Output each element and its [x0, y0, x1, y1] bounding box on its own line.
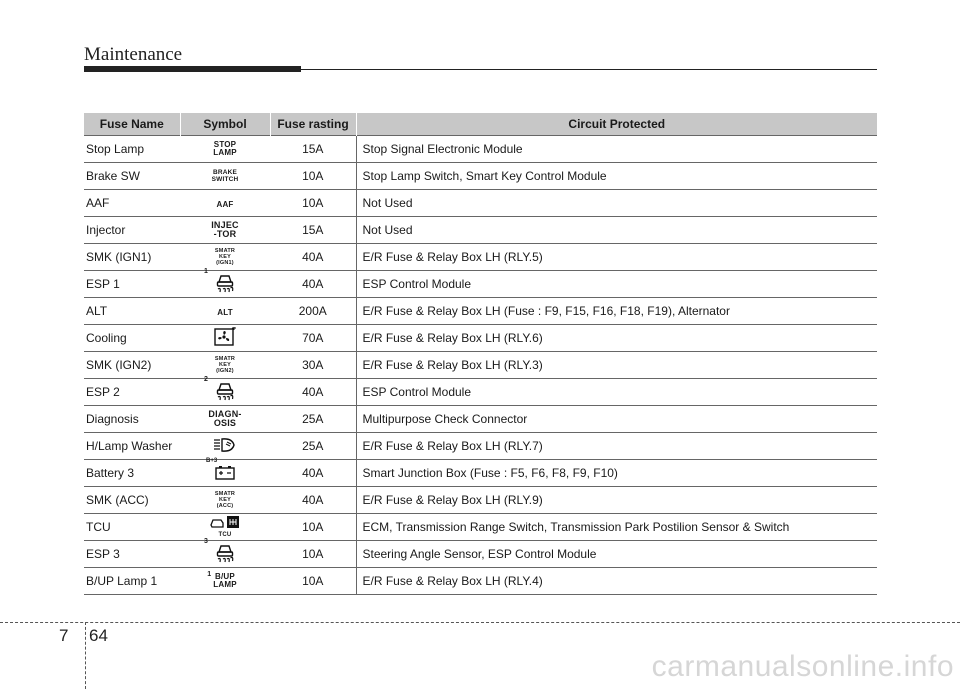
fuse-symbol-cell [180, 537, 270, 568]
symbol-label: STOP LAMP [213, 139, 237, 157]
column-header-fuse-rating: Fuse rasting [270, 113, 356, 136]
symbol-label: BRAKE SWITCH [211, 168, 239, 183]
circuit-protected-cell: Multipurpose Check Connector [356, 406, 877, 433]
fuse-symbol [208, 410, 241, 429]
fuse-name-cell: Injector [84, 217, 180, 244]
footer-rule [0, 622, 960, 623]
fuse-rating-cell: 15A [270, 217, 356, 244]
table-row [84, 325, 877, 352]
table-row [84, 514, 877, 541]
fuse-name-cell: Battery 3 [84, 460, 180, 487]
fuse-rating-cell: 10A [270, 541, 356, 568]
fuse-symbol-cell [180, 325, 270, 352]
headlamp-washer-icon [212, 436, 238, 457]
circuit-protected-cell: Not Used [356, 190, 877, 217]
fuse-symbol-cell [180, 352, 270, 379]
fuse-rating-cell: 25A [270, 406, 356, 433]
table-header-row [84, 113, 877, 136]
fuse-symbol [206, 457, 236, 483]
fuse-name-cell: ESP 3 [84, 541, 180, 568]
fuse-symbol [217, 304, 233, 318]
fuse-rating-cell: 40A [270, 460, 356, 487]
fuse-rating-cell: 40A [270, 487, 356, 514]
table-row [84, 190, 877, 217]
table-row [84, 433, 877, 460]
fuse-symbol-cell [180, 136, 270, 163]
fuse-rating-cell: 25A [270, 433, 356, 460]
table-row [84, 352, 877, 379]
fuse-name-cell: Brake SW [84, 163, 180, 190]
circuit-protected-cell: ESP Control Module [356, 271, 877, 298]
fuse-symbol [213, 327, 237, 350]
circuit-protected-cell: Steering Angle Sensor, ESP Control Module [356, 541, 877, 568]
fuse-name-cell: ALT [84, 298, 180, 325]
fuse-symbol [209, 515, 241, 539]
circuit-protected-cell: Stop Lamp Switch, Smart Key Control Module [356, 163, 877, 190]
symbol-number: 2 [204, 375, 208, 383]
fuse-name-cell: Diagnosis [84, 406, 180, 433]
circuit-protected-cell: E/R Fuse & Relay Box LH (RLY.5) [356, 244, 877, 271]
table-row [84, 271, 877, 298]
circuit-protected-cell: E/R Fuse & Relay Box LH (Fuse : F9, F15, F16, F18, F19), Alternator [356, 298, 877, 325]
fuse-symbol [213, 141, 236, 158]
column-header-symbol: Symbol [180, 113, 270, 136]
fuse-rating-cell: 10A [270, 190, 356, 217]
fuse-name-cell: TCU [84, 514, 180, 541]
transmission-icon [209, 515, 241, 532]
circuit-protected-cell: E/R Fuse & Relay Box LH (RLY.3) [356, 352, 877, 379]
symbol-number: 1 [204, 267, 208, 275]
circuit-protected-cell: ECM, Transmission Range Switch, Transmission Park Postilion Sensor & Switch [356, 514, 877, 541]
fuse-symbol [204, 375, 236, 404]
symbol-label: B/UP LAMP [213, 571, 237, 589]
fuse-symbol-cell [180, 457, 270, 487]
fuse-rating-cell: 70A [270, 325, 356, 352]
table-row [84, 568, 877, 595]
column-header-circuit-protected: Circuit Protected [356, 113, 877, 136]
fuse-name-cell: ESP 2 [84, 379, 180, 406]
fuse-symbol [207, 570, 237, 590]
symbol-label: SMATR KEY (IGN1) [214, 247, 236, 266]
fuse-name-cell: SMK (ACC) [84, 487, 180, 514]
fuse-symbol [211, 221, 239, 240]
column-header-fuse-name: Fuse Name [84, 113, 180, 136]
fuse-rating-cell: 30A [270, 352, 356, 379]
symbol-label: TCU [218, 532, 232, 538]
fuse-rating-cell: 10A [270, 163, 356, 190]
tcu-symbol [209, 515, 241, 538]
fuse-symbol-cell [180, 267, 270, 298]
fuse-symbol-cell [180, 568, 270, 595]
fuse-symbol-cell [180, 375, 270, 406]
fuse-rating-cell: 200A [270, 298, 356, 325]
fuse-symbol [212, 436, 238, 457]
battery-icon [214, 464, 236, 483]
chapter-number: 7 [59, 626, 69, 645]
fuse-name-cell: Cooling [84, 325, 180, 352]
table-row [84, 460, 877, 487]
fuse-name-cell: Stop Lamp [84, 136, 180, 163]
header-bar [84, 66, 301, 72]
table-row [84, 217, 877, 244]
symbol-label: ALT [217, 308, 233, 317]
fuse-symbol-cell [180, 298, 270, 325]
circuit-protected-cell: E/R Fuse & Relay Box LH (RLY.7) [356, 433, 877, 460]
page-title: Maintenance [84, 44, 183, 65]
table-row [84, 298, 877, 325]
table-row [84, 136, 877, 163]
fuse-rating-cell: 10A [270, 514, 356, 541]
fuse-symbol-cell [180, 217, 270, 244]
symbol-label: AAF [216, 200, 234, 209]
fuse-rating-cell: 40A [270, 244, 356, 271]
footer-divider [85, 622, 86, 689]
esp-skid-icon [214, 273, 236, 296]
symbol-number: 1 [207, 570, 212, 578]
header-rule [301, 69, 877, 70]
fuse-name-cell: H/Lamp Washer [84, 433, 180, 460]
fuse-symbol-cell [180, 244, 270, 271]
fuse-symbol-cell [180, 406, 270, 433]
fuse-symbol [204, 267, 236, 296]
circuit-protected-cell: Not Used [356, 217, 877, 244]
fuse-table-body [84, 136, 877, 595]
symbol-label: INJEC -TOR [211, 219, 239, 239]
fuse-symbol [216, 196, 233, 210]
symbol-label: SMATR KEY (IGN2) [214, 355, 236, 374]
circuit-protected-cell: E/R Fuse & Relay Box LH (RLY.4) [356, 568, 877, 595]
fuse-table [84, 113, 877, 595]
fuse-rating-cell: 10A [270, 568, 356, 595]
fuse-symbol-cell [180, 163, 270, 190]
fuse-name-cell: ESP 1 [84, 271, 180, 298]
table-row [84, 406, 877, 433]
fuse-symbol [215, 491, 235, 510]
symbol-label: B+3 [206, 457, 218, 464]
fuse-name-cell: AAF [84, 190, 180, 217]
page-number: 64 [89, 626, 108, 645]
fuse-symbol-cell [180, 514, 270, 541]
fuse-rating-cell: 15A [270, 136, 356, 163]
circuit-protected-cell: E/R Fuse & Relay Box LH (RLY.9) [356, 487, 877, 514]
circuit-protected-cell: Smart Junction Box (Fuse : F5, F6, F8, F9, F10) [356, 460, 877, 487]
fuse-symbol [212, 169, 239, 184]
fuse-symbol [215, 248, 235, 267]
cooling-fan-icon [213, 327, 237, 350]
table-row [84, 541, 877, 568]
fuse-symbol-cell [180, 487, 270, 514]
fuse-name-cell: SMK (IGN2) [84, 352, 180, 379]
fuse-name-cell: B/UP Lamp 1 [84, 568, 180, 595]
symbol-label: DIAGN- OSIS [208, 408, 242, 428]
watermark: carmanualsonline.info [651, 650, 954, 683]
circuit-protected-cell: ESP Control Module [356, 379, 877, 406]
table-row [84, 163, 877, 190]
circuit-protected-cell: Stop Signal Electronic Module [356, 136, 877, 163]
fuse-symbol [215, 356, 235, 375]
fuse-name-cell: SMK (IGN1) [84, 244, 180, 271]
fuse-rating-cell: 40A [270, 271, 356, 298]
fuse-symbol [204, 537, 236, 566]
table-row [84, 379, 877, 406]
fuse-symbol-cell [180, 190, 270, 217]
symbol-label: SMATR KEY (ACC) [214, 490, 236, 509]
esp-skid-icon [214, 543, 236, 566]
symbol-number: 3 [204, 537, 208, 545]
esp-skid-icon [214, 381, 236, 404]
circuit-protected-cell: E/R Fuse & Relay Box LH (RLY.6) [356, 325, 877, 352]
table-row [84, 487, 877, 514]
table-row [84, 244, 877, 271]
fuse-symbol-cell [180, 433, 270, 460]
fuse-rating-cell: 40A [270, 379, 356, 406]
